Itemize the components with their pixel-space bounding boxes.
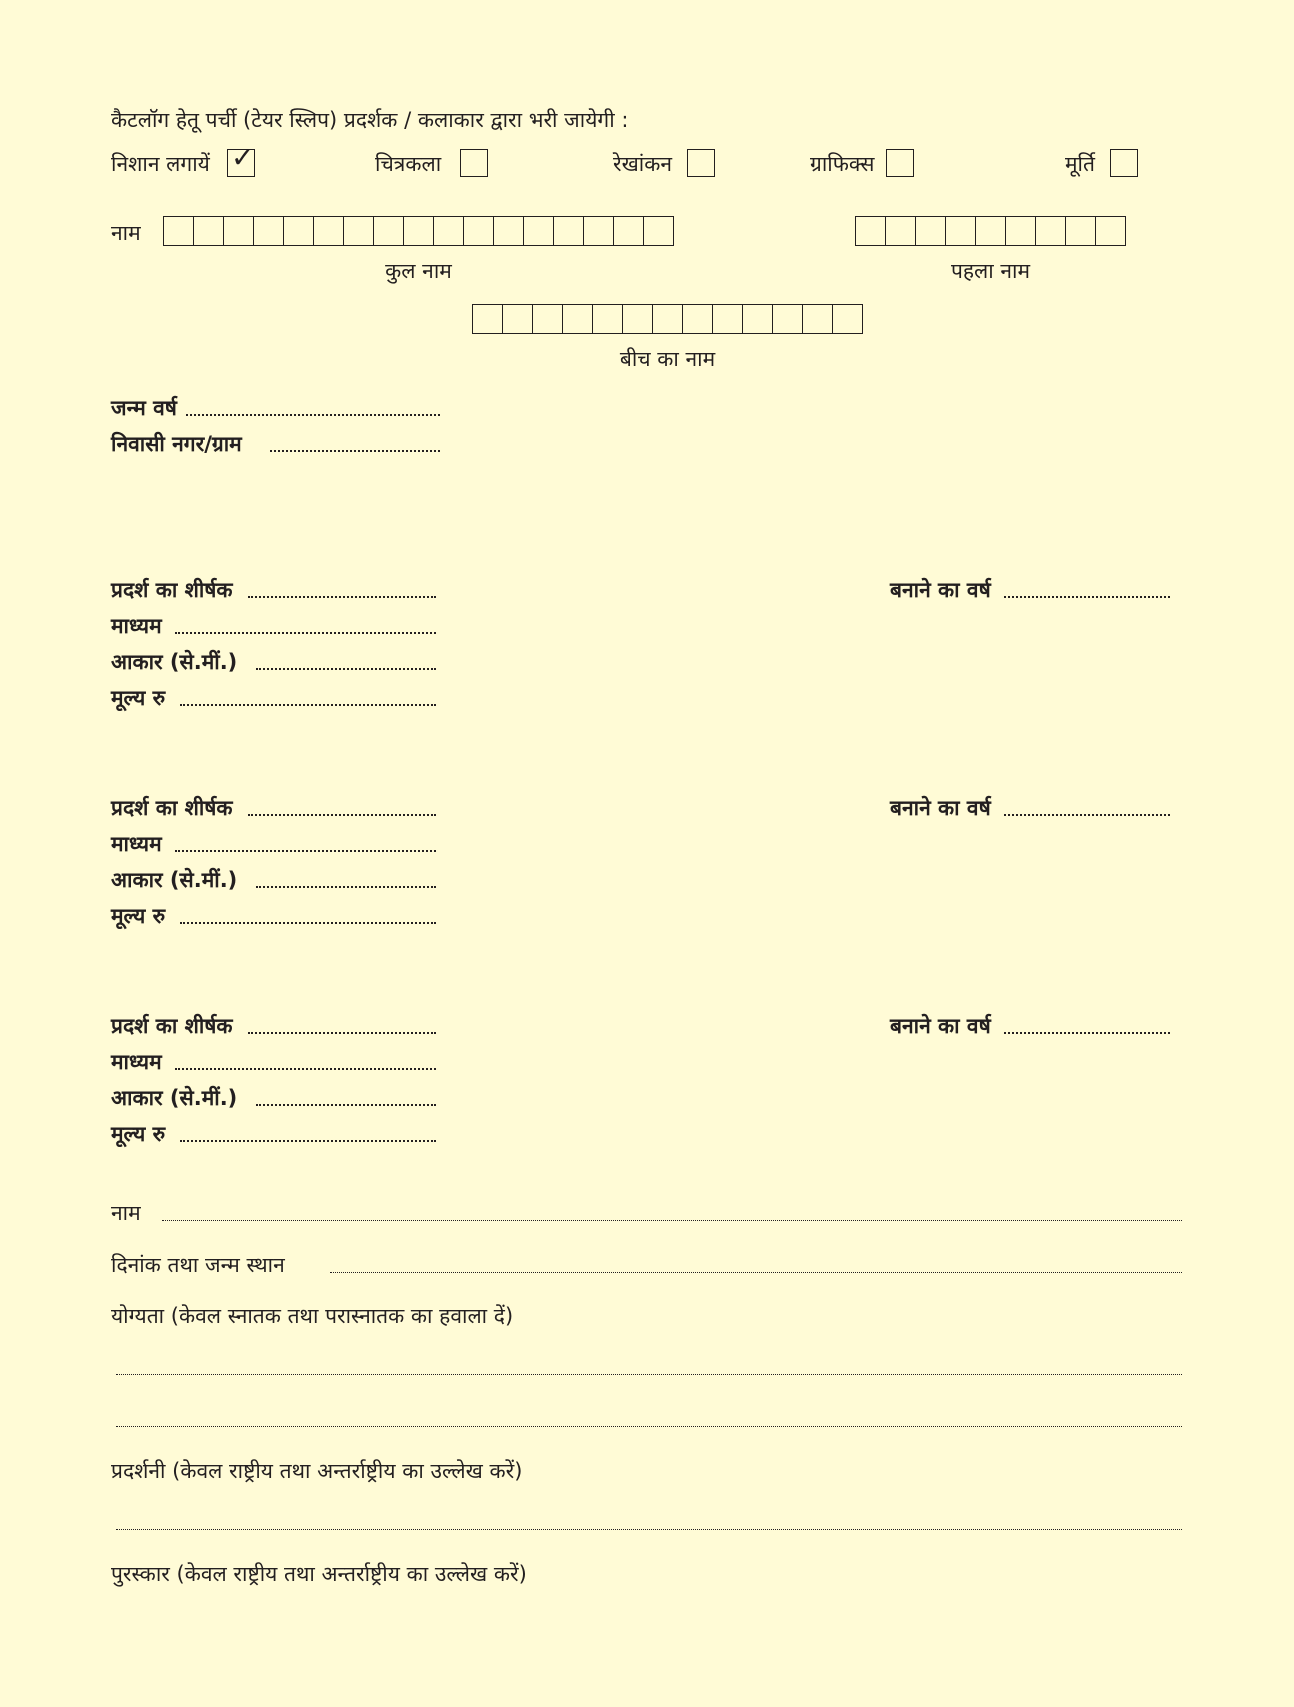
qualification-label: योग्यता (केवल स्नातक तथा परास्नातक का हवाला दें)	[111, 1304, 514, 1328]
category-drawing-checkbox[interactable]	[687, 149, 715, 177]
letter-box[interactable]	[374, 216, 404, 246]
qualification-line-1[interactable]	[116, 1374, 1182, 1375]
price-line[interactable]	[180, 704, 436, 706]
letter-box[interactable]	[254, 216, 284, 246]
letter-box[interactable]	[614, 216, 644, 246]
letter-box[interactable]	[1006, 216, 1036, 246]
year-made-label: बनाने का वर्ष	[890, 578, 991, 602]
letter-box[interactable]	[916, 216, 946, 246]
letter-box[interactable]	[503, 304, 533, 334]
surname-grid[interactable]	[163, 216, 674, 246]
residence-line[interactable]	[270, 450, 440, 452]
letter-box[interactable]	[683, 304, 713, 334]
category-drawing-label: रेखांकन	[613, 152, 672, 176]
price-label: मूल्य रु	[111, 1122, 166, 1146]
letter-box[interactable]	[743, 304, 773, 334]
exhibit-title-line[interactable]	[248, 596, 436, 598]
residence-label: निवासी नगर/ग्राम	[111, 432, 242, 456]
price-line[interactable]	[180, 922, 436, 924]
letter-box[interactable]	[773, 304, 803, 334]
category-sculpture-label: मूर्ति	[1065, 152, 1095, 176]
medium-line[interactable]	[175, 850, 436, 852]
first-name-grid[interactable]	[855, 216, 1126, 246]
birth-year-line[interactable]	[186, 414, 440, 416]
name-grid-label: नाम	[111, 221, 141, 245]
medium-label: माध्यम	[111, 614, 162, 638]
letter-box[interactable]	[533, 304, 563, 334]
exhibition-label: प्रदर्शनी (केवल राष्ट्रीय तथा अन्तर्राष्ट्रीय का उल्लेख करें)	[111, 1459, 523, 1483]
category-painting-label: चित्रकला	[375, 152, 442, 176]
letter-box[interactable]	[713, 304, 743, 334]
medium-label: माध्यम	[111, 1050, 162, 1074]
date-birthplace-label: दिनांक तथा जन्म स्थान	[111, 1253, 285, 1277]
price-label: मूल्य रु	[111, 904, 166, 928]
letter-box[interactable]	[284, 216, 314, 246]
size-line[interactable]	[256, 1104, 436, 1106]
mark-label: निशान लगायें	[111, 152, 210, 176]
medium-line[interactable]	[175, 632, 436, 634]
letter-box[interactable]	[623, 304, 653, 334]
exhibit-title-label: प्रदर्श का शीर्षक	[111, 578, 233, 602]
letter-box[interactable]	[473, 304, 503, 334]
letter-box[interactable]	[404, 216, 434, 246]
year-made-line[interactable]	[1004, 596, 1170, 598]
exhibit-title-label: प्रदर्श का शीर्षक	[111, 1014, 233, 1038]
letter-box[interactable]	[464, 216, 494, 246]
exhibit-title-label: प्रदर्श का शीर्षक	[111, 796, 233, 820]
category-graphics-checkbox[interactable]	[886, 149, 914, 177]
size-label: आकार (से.मीं.)	[111, 868, 238, 892]
letter-box[interactable]	[593, 304, 623, 334]
letter-box[interactable]	[946, 216, 976, 246]
letter-box[interactable]	[164, 216, 194, 246]
qualification-line-2[interactable]	[116, 1426, 1182, 1427]
letter-box[interactable]	[584, 216, 614, 246]
first-name-label: पहला नाम	[950, 259, 1031, 283]
letter-box[interactable]	[494, 216, 524, 246]
size-label: आकार (से.मीं.)	[111, 1086, 238, 1110]
letter-box[interactable]	[563, 304, 593, 334]
letter-box[interactable]	[224, 216, 254, 246]
year-made-line[interactable]	[1004, 1032, 1170, 1034]
size-line[interactable]	[256, 886, 436, 888]
date-birthplace-line[interactable]	[330, 1272, 1182, 1273]
bottom-name-label: नाम	[111, 1201, 141, 1225]
letter-box[interactable]	[434, 216, 464, 246]
medium-line[interactable]	[175, 1068, 436, 1070]
category-graphics-label: ग्राफिक्स	[810, 152, 875, 176]
middle-name-label: बीच का नाम	[619, 347, 716, 371]
exhibition-line[interactable]	[116, 1529, 1182, 1530]
surname-label: कुल नाम	[385, 259, 452, 283]
year-made-label: बनाने का वर्ष	[890, 1014, 991, 1038]
letter-box[interactable]	[653, 304, 683, 334]
letter-box[interactable]	[856, 216, 886, 246]
letter-box[interactable]	[644, 216, 674, 246]
exhibit-title-line[interactable]	[248, 1032, 436, 1034]
letter-box[interactable]	[1066, 216, 1096, 246]
category-sculpture-checkbox[interactable]	[1110, 149, 1138, 177]
letter-box[interactable]	[554, 216, 584, 246]
price-label: मूल्य रु	[111, 686, 166, 710]
middle-name-grid[interactable]	[472, 304, 863, 334]
letter-box[interactable]	[803, 304, 833, 334]
letter-box[interactable]	[1036, 216, 1066, 246]
letter-box[interactable]	[833, 304, 863, 334]
year-made-label: बनाने का वर्ष	[890, 796, 991, 820]
size-label: आकार (से.मीं.)	[111, 650, 238, 674]
letter-box[interactable]	[1096, 216, 1126, 246]
letter-box[interactable]	[194, 216, 224, 246]
mark-example-checkbox	[227, 141, 255, 177]
form-title: कैटलॉग हेतू पर्ची (टेयर स्लिप) प्रदर्शक / कलाकार द्वारा भरी जायेगी :	[111, 108, 629, 132]
awards-label: पुरस्कार (केवल राष्ट्रीय तथा अन्तर्राष्ट्रीय का उल्लेख करें)	[111, 1562, 527, 1586]
letter-box[interactable]	[976, 216, 1006, 246]
year-made-line[interactable]	[1004, 814, 1170, 816]
exhibit-title-line[interactable]	[248, 814, 436, 816]
letter-box[interactable]	[524, 216, 554, 246]
birth-year-label: जन्म वर्ष	[111, 396, 177, 420]
letter-box[interactable]	[886, 216, 916, 246]
check-icon: ✓	[231, 141, 255, 174]
medium-label: माध्यम	[111, 832, 162, 856]
letter-box[interactable]	[344, 216, 374, 246]
price-line[interactable]	[180, 1140, 436, 1142]
size-line[interactable]	[256, 668, 436, 670]
letter-box[interactable]	[314, 216, 344, 246]
bottom-name-line[interactable]	[162, 1220, 1182, 1221]
category-painting-checkbox[interactable]	[460, 149, 488, 177]
